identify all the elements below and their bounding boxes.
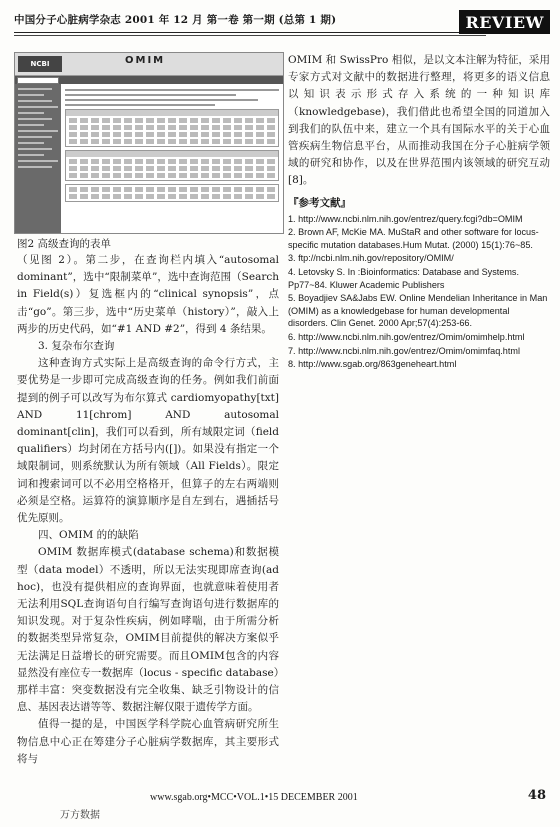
reference-item: 4. Letovsky S. In :Bioinformatics: Database and Systems. Pp77~84. Kluwer Academic Publishers xyxy=(288,267,519,290)
page-footer: www.sgab.org•MCC•VOL.1•15 DECEMBER 2001 xyxy=(150,792,358,803)
review-badge: REVIEW xyxy=(459,10,550,34)
reference-item: 3. ftp://ncbi.nlm.nih.gov/repository/OMIM/ xyxy=(288,253,454,264)
figure-search-field-panel xyxy=(65,109,279,147)
page-number: 48 xyxy=(527,788,546,803)
reference-item: 1. http://www.ncbi.nlm.nih.gov/entrez/query.fcgi?db=OMIM xyxy=(288,213,523,224)
nlm-logo xyxy=(203,56,204,61)
left-paragraph-4: 值得一提的是，中国医学科学院心血管病研究所生物信息中心正在筹建分子心脏病学数据库，其主要形式将与 xyxy=(17,718,279,765)
references-title: 『参考文献』 xyxy=(288,196,351,209)
omim-screenshot-figure xyxy=(14,52,284,234)
reference-item: 5. Boyadjiev SA&Jabs EW. Online Mendelian Inheritance in Man (OMIM) as a knowledgebase for human developmental disorders. Clin Genet. 2000 Apr;57(4):253-66. xyxy=(288,293,548,329)
reference-item: 2. Brown AF, McKie MA. MuStaR and other software for locus-specific mutation databases.Hum Mutat. (2000) 15(1):76~85. xyxy=(288,227,539,250)
header-rule xyxy=(14,32,486,33)
omim-title: OMIM xyxy=(125,55,166,66)
figure-main-panel xyxy=(65,86,279,231)
left-paragraph-3: OMIM 数据库模式(database schema)和数据模型（data model）不透明，所以无法实现即席查询(ad hoc)，也没有提供相应的查询界面，也就意味着使用者无法利用SQL查询语句自行编写查询语句进行数据库的知识发现。对于复杂性疾病，例如哮喘，由于所需分析的数据类型异常复杂，OMIM目前提供的解决方案似乎无法满足日益增长的研究需要。而且OMIM包含的内容显然没有座位专一数据库（locus - specific database）那样丰富：突变数据没有完全收集、缺乏引物设计的信息、基因表达谱等等、数据注解仅限于遗传学方面。 xyxy=(17,546,279,714)
section-heading-4: 四、OMIM 的的缺陷 xyxy=(38,529,139,542)
omim-subtitle-line xyxy=(99,66,100,71)
section-heading-3: 3. 复杂布尔查询 xyxy=(38,340,115,353)
ncbi-logo: NCBI xyxy=(18,56,62,72)
header-rule-thin xyxy=(14,35,486,36)
reference-item: 7. http://www.ncbi.nlm.nih.gov/entrez/Omim/omimfaq.html xyxy=(288,345,520,356)
wanfang-watermark: 万方数据 xyxy=(60,810,100,821)
right-paragraph-1: OMIM 和 SwissPro 相似，是以文本注解为特征，采用专家方式对文献中的数据进行整理，将更多的语义信息以知识表示形式存入系统的一种知识库（knowledgebase)，我们借此也希望全国的同道加入到我们的队伍中来，建立一个具有国际水平的关于心血管疾病生物信息平台，从而推动我国在分子心脏病学领域的研究和协作，以及在世界范围内该领域的研究互动[8]。 xyxy=(288,54,550,187)
reference-item: 8. http://www.sgab.org/863geneheart.html xyxy=(288,359,457,370)
figure-chromosome-panel xyxy=(65,150,279,181)
figure-date-panel xyxy=(65,184,279,202)
right-column xyxy=(288,52,550,372)
left-column xyxy=(17,252,279,768)
figure-search-box xyxy=(17,77,59,84)
figure-caption: 图2 高级查询的表单 xyxy=(17,238,112,250)
left-paragraph-2: 这种查询方式实际上是高级查询的命令行方式，主要优势是一步即可完成高级查询的任务。例如我们前面提到的例子可以改写为布尔算式 cardiomyopathy[txt] AND 11[chrom] AND autosomal dominant[clin]，我们可以看到，所有域限定词（field qualifiers）均封闭在方括号内([])。如果没有指定一个域限制词，则系统默认为所有领域（All Fields）。限定词和搜索词可以不必用空格格开，但算子的左右两端则必须是空格。运算符的演算顺序是自左到右，遇插括号优先原则。 xyxy=(17,357,279,525)
references-list xyxy=(288,213,550,371)
left-paragraph-1: （见图 2）。第二步，在查询栏内填入“autosomal dominant”，选中“限制菜单”，选中查询范围（Search in Field(s)）复选框内的“clinical synopsis”，点击“go”。第三步，选中“历史菜单（history）”，敲入上两步的历史代码，如“#1 AND #2”，得到 4 条结果。 xyxy=(17,254,279,335)
figure-top-banner xyxy=(15,53,283,76)
figure-sidebar xyxy=(15,84,61,233)
journal-header-text: 中国分子心脏病学杂志 2001 年 12 月 第一卷 第一期 (总第 1 期) xyxy=(14,14,337,26)
page-header xyxy=(14,10,550,46)
reference-item: 6. http://www.ncbi.nlm.nih.gov/entrez/Omim/omimhelp.html xyxy=(288,331,525,342)
